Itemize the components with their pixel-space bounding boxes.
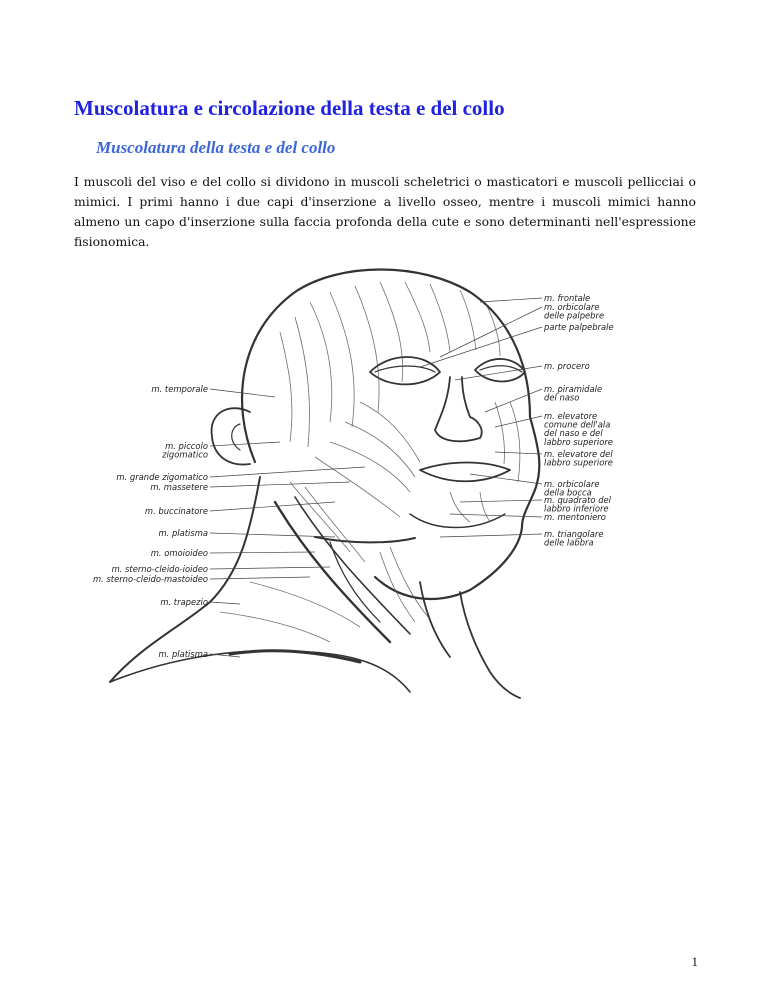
left-label-3-line-0: m. massetere — [150, 482, 208, 492]
left-label-2 — [116, 472, 208, 482]
right-leader-2 — [420, 327, 542, 367]
left-label-10 — [158, 649, 208, 659]
left-leader-7 — [210, 567, 330, 569]
right-label-0-line-0: m. frontale — [544, 293, 591, 303]
right-label-8-line-0: m. quadrato del — [544, 495, 611, 505]
mouth — [420, 463, 510, 482]
left-label-1 — [161, 441, 208, 460]
right-label-4-line-1: del naso — [544, 392, 580, 403]
right-leader-5 — [495, 416, 542, 427]
right-label-8-line-1: labbro inferiore — [544, 503, 609, 514]
left-label-8 — [93, 574, 208, 584]
left-label-4-line-0: m. buccinatore — [144, 506, 208, 516]
left-label-9-line-0: m. trapezio — [160, 597, 208, 607]
left-leader-8 — [210, 577, 310, 579]
right-label-10 — [544, 529, 603, 548]
left-label-0 — [151, 384, 208, 394]
right-label-7-line-0: m. orbicolare — [544, 479, 600, 489]
neck-right — [460, 592, 520, 698]
right-leader-7 — [470, 474, 542, 484]
right-leader-4 — [485, 389, 542, 412]
intro-paragraph: I muscoli del viso e del collo si dividono in muscoli scheletrici o masticatori e muscoli pellicciai o mimici. I primi hanno i due capi d'inserzione a livello osseo, mentre i muscoli mimici hanno almeno un capo d'inserzione sulla faccia profonda della cute e sono determinanti nell'espressione fisionomica. — [74, 174, 696, 249]
page-title: Muscolatura e circolazione della testa e del collo — [74, 96, 505, 120]
right-label-10-line-1: delle labbra — [544, 537, 594, 548]
right-label-5-line-3: labbro superiore — [544, 436, 613, 447]
left-leader-3 — [210, 482, 350, 487]
left-label-10-line-0: m. platisma — [158, 649, 208, 659]
right-label-2 — [543, 322, 614, 332]
right-label-9 — [544, 512, 606, 522]
shoulder-line — [110, 651, 410, 692]
left-label-4 — [145, 506, 208, 516]
right-label-4 — [544, 384, 602, 403]
left-label-1-line-0: m. piccolo — [165, 441, 208, 451]
left-label-3 — [150, 482, 208, 492]
nose — [435, 377, 482, 441]
left-eye — [370, 357, 440, 384]
right-label-5-line-0: m. elevatore — [544, 411, 598, 421]
left-leader-4 — [210, 502, 335, 511]
right-label-8 — [544, 495, 612, 514]
right-label-6-line-0: m. elevatore del — [544, 449, 613, 459]
right-leader-10 — [440, 534, 542, 537]
right-label-7-line-1: della bocca — [544, 487, 592, 498]
right-label-1 — [544, 302, 604, 321]
left-leader-9 — [210, 602, 240, 604]
left-label-5-line-0: m. platisma — [158, 528, 208, 538]
page-number: 1 — [691, 954, 698, 969]
right-label-1-line-1: delle palpebre — [544, 310, 605, 321]
left-label-9 — [160, 597, 208, 607]
left-label-6 — [151, 548, 208, 558]
right-label-5 — [544, 411, 613, 447]
left-label-8-line-0: m. sterno-cleido-mastoideo — [92, 574, 208, 584]
left-leader-5 — [210, 533, 335, 537]
left-leader-6 — [210, 552, 315, 553]
left-label-2-line-0: m. grande zigomatico — [116, 472, 208, 482]
right-leader-6 — [495, 452, 542, 454]
section-subtitle: Muscolatura della testa e del collo — [96, 138, 336, 157]
left-label-7 — [112, 564, 208, 574]
right-label-5-line-2: del naso e del — [544, 428, 603, 439]
chin — [410, 514, 505, 528]
right-label-4-line-0: m. piramidale — [544, 384, 603, 394]
left-label-1-line-1: zigomatico — [162, 449, 208, 460]
right-label-5-line-1: comune dell'ala — [544, 419, 611, 430]
right-leader-3 — [455, 366, 542, 380]
left-label-6-line-0: m. omoioideo — [150, 548, 208, 558]
right-label-2-line-0: parte palpebrale — [544, 322, 614, 332]
left-label-7-line-0: m. sterno-cleido-ioideo — [111, 564, 208, 574]
right-label-1-line-0: m. orbicolare — [544, 302, 600, 312]
right-label-9-line-0: m. mentoniero — [544, 512, 606, 522]
left-leader-1 — [210, 442, 280, 446]
right-label-10-line-0: m. triangolare — [544, 529, 604, 539]
right-label-6-line-1: labbro superiore — [544, 457, 613, 468]
left-label-0-line-0: m. temporale — [151, 384, 208, 394]
ear — [212, 408, 250, 464]
left-label-5 — [158, 528, 208, 538]
right-label-3-line-0: m. procero — [544, 361, 590, 371]
right-label-3 — [544, 361, 590, 371]
anatomy-drawing — [90, 252, 650, 700]
right-label-6 — [544, 449, 613, 468]
right-label-group — [543, 293, 614, 548]
head-neck-muscles-illustration — [90, 252, 650, 700]
right-leader-0 — [480, 298, 542, 302]
